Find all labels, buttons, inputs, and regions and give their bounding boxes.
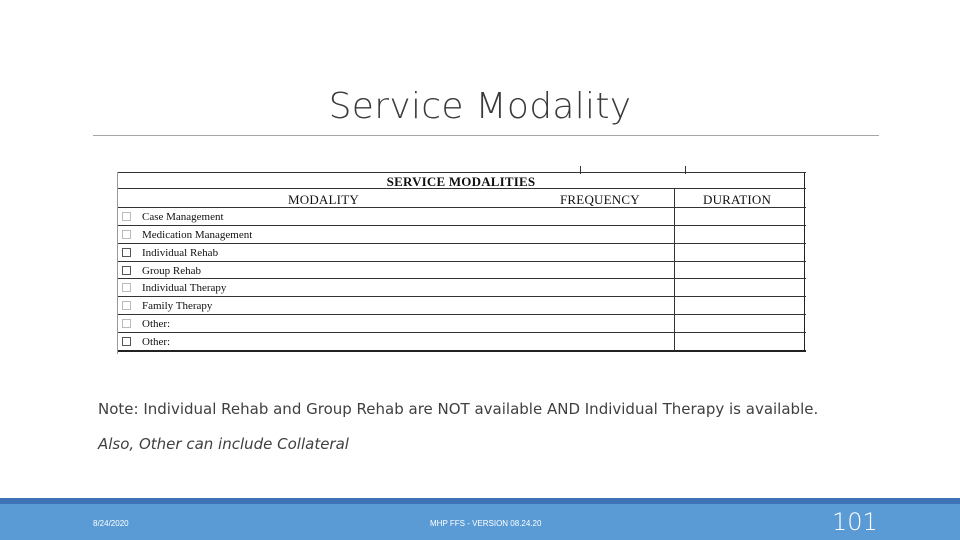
- column-header-duration: DURATION: [703, 192, 772, 207]
- footer-bar: [0, 498, 960, 540]
- service-modalities-form: [116, 166, 806, 354]
- footer-date: 8/24/2020: [93, 519, 129, 528]
- slide-note-italic: Also, Other can include Collateral: [98, 435, 349, 453]
- footer-bar-top: [0, 498, 960, 504]
- form-left-border: [117, 172, 118, 354]
- title-underline: [93, 135, 879, 136]
- modality-label: Medication Management: [142, 228, 253, 241]
- checkbox[interactable]: [122, 248, 131, 257]
- form-rule: [118, 332, 806, 333]
- modality-label: Individual Therapy: [142, 281, 227, 294]
- modality-row: [122, 297, 212, 314]
- checkbox[interactable]: [122, 337, 131, 346]
- slide-note: Note: Individual Rehab and Group Rehab are NOT available AND Individual Therapy is available.: [98, 400, 819, 418]
- modality-row: [122, 208, 224, 225]
- modality-label: Other:: [142, 317, 171, 330]
- footer-center-text: MHP FFS - VERSION 08.24.20: [430, 519, 542, 528]
- form-rule: [118, 243, 806, 244]
- form-header: SERVICE MODALITIES: [386, 174, 536, 189]
- checkbox[interactable]: [122, 319, 131, 328]
- form-rule: [118, 296, 806, 297]
- modality-label: Family Therapy: [142, 299, 213, 312]
- form-rule: [118, 172, 806, 173]
- modality-label: Individual Rehab: [142, 246, 219, 259]
- form-frame: [116, 172, 805, 352]
- modality-row: [122, 226, 252, 243]
- checkbox[interactable]: [122, 230, 131, 239]
- modality-row: [122, 279, 226, 296]
- slide-title: Service Modality: [328, 86, 632, 127]
- modality-label: Other:: [142, 335, 171, 348]
- modality-label: Group Rehab: [142, 264, 201, 277]
- column-header-modality: MODALITY: [288, 192, 359, 207]
- form-rule: [118, 350, 806, 352]
- slide-number: 101: [832, 508, 878, 536]
- checkbox[interactable]: [122, 266, 131, 275]
- modality-row: [122, 315, 170, 332]
- form-rule: [118, 314, 806, 315]
- form-rule: [118, 261, 806, 262]
- checkbox[interactable]: [122, 301, 131, 310]
- modality-row: [122, 333, 170, 350]
- modality-label: Case Management: [142, 210, 224, 223]
- checkbox[interactable]: [122, 283, 131, 292]
- form-column-divider-duration: [674, 188, 675, 351]
- modality-row: [122, 262, 201, 279]
- checkbox[interactable]: [122, 212, 131, 221]
- modality-row: [122, 244, 218, 261]
- column-header-frequency: FREQUENCY: [560, 192, 640, 207]
